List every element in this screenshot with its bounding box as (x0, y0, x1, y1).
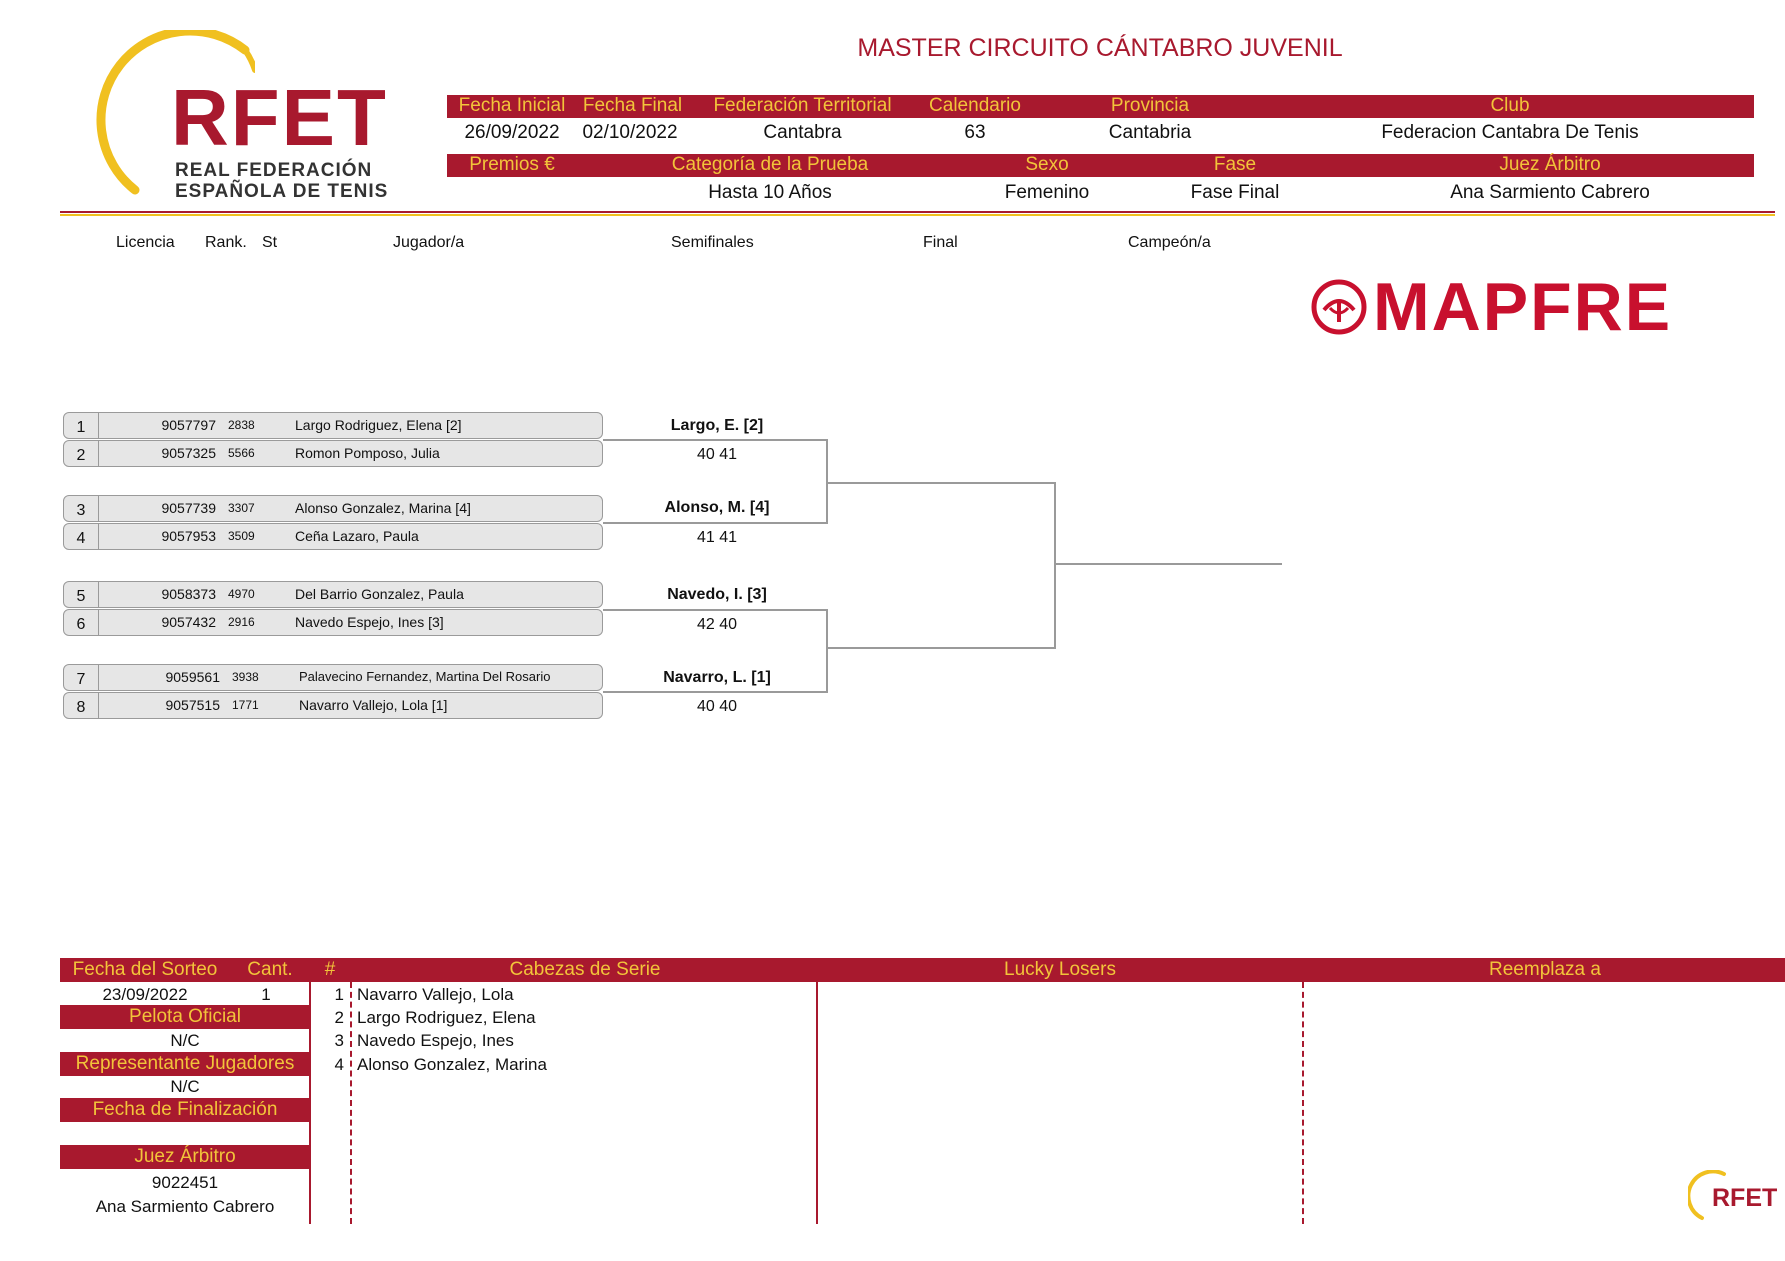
draw-pair-3 (63, 581, 603, 637)
entry-row[interactable] (63, 495, 603, 522)
col-licencia: Licencia (116, 234, 175, 251)
col-jugador: Jugador/a (393, 234, 465, 251)
footer-cant: 1 (261, 985, 271, 1004)
entry-row[interactable] (63, 664, 603, 691)
entry-rank: 4970 (228, 587, 255, 601)
winner-1: Largo, E. [2] (670, 417, 764, 434)
val-federacion: Cantabra (763, 122, 842, 143)
val-calendario: 63 (964, 122, 986, 143)
page-title: MASTER CIRCUITO CÁNTABRO JUVENIL (857, 34, 1343, 62)
hdr-federacion: Federación Territorial (713, 95, 892, 116)
entry-license: 9057515 (165, 697, 220, 713)
bracket-line (826, 482, 1056, 484)
entry-row[interactable] (63, 440, 603, 467)
entry-player: Largo Rodriguez, Elena [2] (295, 417, 462, 433)
footer-ball-label: Pelota Oficial (129, 1006, 241, 1027)
seed-name: Navedo Espejo, Ines (357, 1031, 514, 1050)
entry-player: Ceña Lazaro, Paula (295, 528, 419, 544)
hdr-provincia: Provincia (1110, 95, 1190, 116)
footer-separator (816, 982, 818, 1224)
entry-rank: 2916 (228, 615, 255, 629)
rfet-logo (95, 30, 389, 210)
footer-rep: N/C (170, 1077, 200, 1096)
entry-license: 9057432 (161, 614, 216, 630)
bracket-line (826, 609, 828, 693)
seed-name: Navarro Vallejo, Lola (357, 985, 514, 1004)
hdr-fecha-inicial: Fecha Inicial (458, 95, 566, 116)
score-1: 40 41 (696, 446, 738, 463)
seed-number: 4 (334, 1055, 344, 1074)
logo-line1: REAL FEDERACIÓN (175, 160, 373, 181)
col-st: St (262, 234, 278, 251)
col-final: Final (923, 234, 958, 251)
entry-number: 5 (64, 582, 99, 607)
bracket-line (1054, 482, 1056, 649)
winner-4: Navarro, L. [1] (663, 669, 771, 686)
small-logo-text: RFET (1712, 1184, 1778, 1212)
footer-ball: N/C (170, 1031, 200, 1050)
hdr-sexo: Sexo (1025, 154, 1069, 175)
entry-license: 9059561 (165, 669, 220, 685)
val-fase: Fase Final (1190, 182, 1280, 203)
header-divider-yellow (60, 214, 1775, 216)
entry-player: Alonso Gonzalez, Marina [4] (295, 500, 471, 516)
seed-number: 2 (334, 1008, 344, 1027)
hdr-club: Club (1490, 95, 1530, 116)
footer-replace-label: Reemplaza a (1489, 959, 1601, 980)
entry-player: Navedo Espejo, Ines [3] (295, 614, 444, 630)
val-sexo: Femenino (1004, 182, 1090, 203)
footer-end-label: Fecha de Finalización (92, 1099, 278, 1120)
val-fecha-final: 02/10/2022 (582, 122, 678, 143)
hdr-juez: Juez Árbitro (1499, 154, 1601, 175)
footer-referee-label: Juez Árbitro (134, 1146, 236, 1167)
footer-separator (350, 982, 352, 1224)
footer-lucky-label: Lucky Losers (1004, 959, 1116, 980)
entry-license: 9057797 (161, 417, 216, 433)
footer-draw-date: 23/09/2022 (102, 985, 188, 1004)
footer-draw-date-label: Fecha del Sorteo (72, 959, 218, 980)
entry-rank: 2838 (228, 418, 255, 432)
footer-referee-id: 9022451 (151, 1173, 219, 1192)
winner-2: Alonso, M. [4] (664, 499, 770, 516)
val-provincia: Cantabria (1108, 122, 1192, 143)
col-semifinales: Semifinales (671, 234, 754, 251)
entry-player: Palavecino Fernandez, Martina Del Rosario (299, 669, 551, 684)
logo-text: RFET (171, 73, 388, 162)
val-juez: Ana Sarmiento Cabrero (1450, 182, 1650, 203)
draw-pair-2 (63, 495, 603, 551)
hdr-fase: Fase (1213, 154, 1257, 175)
entry-license: 9057325 (161, 445, 216, 461)
bracket-line (603, 609, 828, 611)
col-campeon: Campeón/a (1128, 234, 1211, 251)
draw-pair-4 (63, 664, 603, 720)
footer-separator (1302, 982, 1304, 1224)
entry-rank: 3509 (228, 529, 255, 543)
seed-number: 1 (334, 985, 344, 1004)
entry-player: Navarro Vallejo, Lola [1] (299, 697, 448, 713)
header-divider-red (60, 211, 1775, 213)
entry-license: 9058373 (161, 586, 216, 602)
entry-player: Del Barrio Gonzalez, Paula (295, 586, 464, 602)
footer-separator (309, 982, 311, 1224)
score-3: 42 40 (696, 616, 738, 633)
logo-line2: ESPAÑOLA DE TENIS (175, 181, 389, 202)
entry-player: Romon Pomposo, Julia (295, 445, 440, 461)
hdr-categoria: Categoría de la Prueba (671, 154, 869, 175)
entry-license: 9057739 (161, 500, 216, 516)
hdr-fecha-final: Fecha Final (582, 95, 683, 116)
winner-3: Navedo, I. [3] (667, 586, 767, 603)
hdr-premios: Premios € (469, 154, 555, 175)
entry-number: 4 (64, 524, 99, 549)
seed-name: Alonso Gonzalez, Marina (357, 1055, 547, 1074)
footer-seeds-label: Cabezas de Serie (509, 959, 661, 980)
footer-rep-label: Representante Jugadores (75, 1053, 295, 1074)
entry-number: 8 (64, 693, 99, 718)
hdr-calendario: Calendario (929, 95, 1021, 116)
entry-number: 1 (64, 413, 99, 438)
bracket-line (603, 691, 828, 693)
entry-row[interactable] (63, 692, 603, 719)
entry-number: 6 (64, 610, 99, 635)
entry-license: 9057953 (161, 528, 216, 544)
entry-rank: 3307 (228, 501, 255, 515)
entry-rank: 5566 (228, 446, 255, 460)
seed-number: 3 (334, 1031, 344, 1050)
score-4: 40 40 (696, 698, 738, 715)
val-club: Federacion Cantabra De Tenis (1381, 122, 1639, 143)
bracket-line (603, 439, 828, 441)
entry-number: 7 (64, 665, 99, 690)
entry-row[interactable] (63, 523, 603, 550)
val-categoria: Hasta 10 Años (708, 182, 832, 203)
bracket-line (826, 647, 1056, 649)
bracket-line (1054, 563, 1282, 565)
mapfre-text: MAPFRE (1373, 269, 1673, 345)
entry-number: 3 (64, 496, 99, 521)
col-rank: Rank. (205, 234, 247, 251)
entry-rank: 1771 (232, 698, 259, 712)
entry-number: 2 (64, 441, 99, 466)
score-2: 41 41 (696, 529, 738, 546)
seed-name: Largo Rodriguez, Elena (357, 1008, 536, 1027)
entry-row[interactable] (63, 412, 603, 439)
rfet-small-logo (1688, 1170, 1778, 1230)
footer-referee-name: Ana Sarmiento Cabrero (95, 1197, 275, 1216)
entry-rank: 3938 (232, 670, 259, 684)
mapfre-emblem-icon (1310, 278, 1368, 336)
entry-row[interactable] (63, 581, 603, 608)
footer-hash-label: # (324, 959, 336, 980)
entry-row[interactable] (63, 609, 603, 636)
bracket-line (603, 522, 828, 524)
mapfre-logo (1310, 269, 1750, 345)
draw-pair-1 (63, 412, 603, 468)
val-fecha-inicial: 26/09/2022 (464, 122, 560, 143)
footer-cant-label: Cant. (247, 959, 293, 980)
